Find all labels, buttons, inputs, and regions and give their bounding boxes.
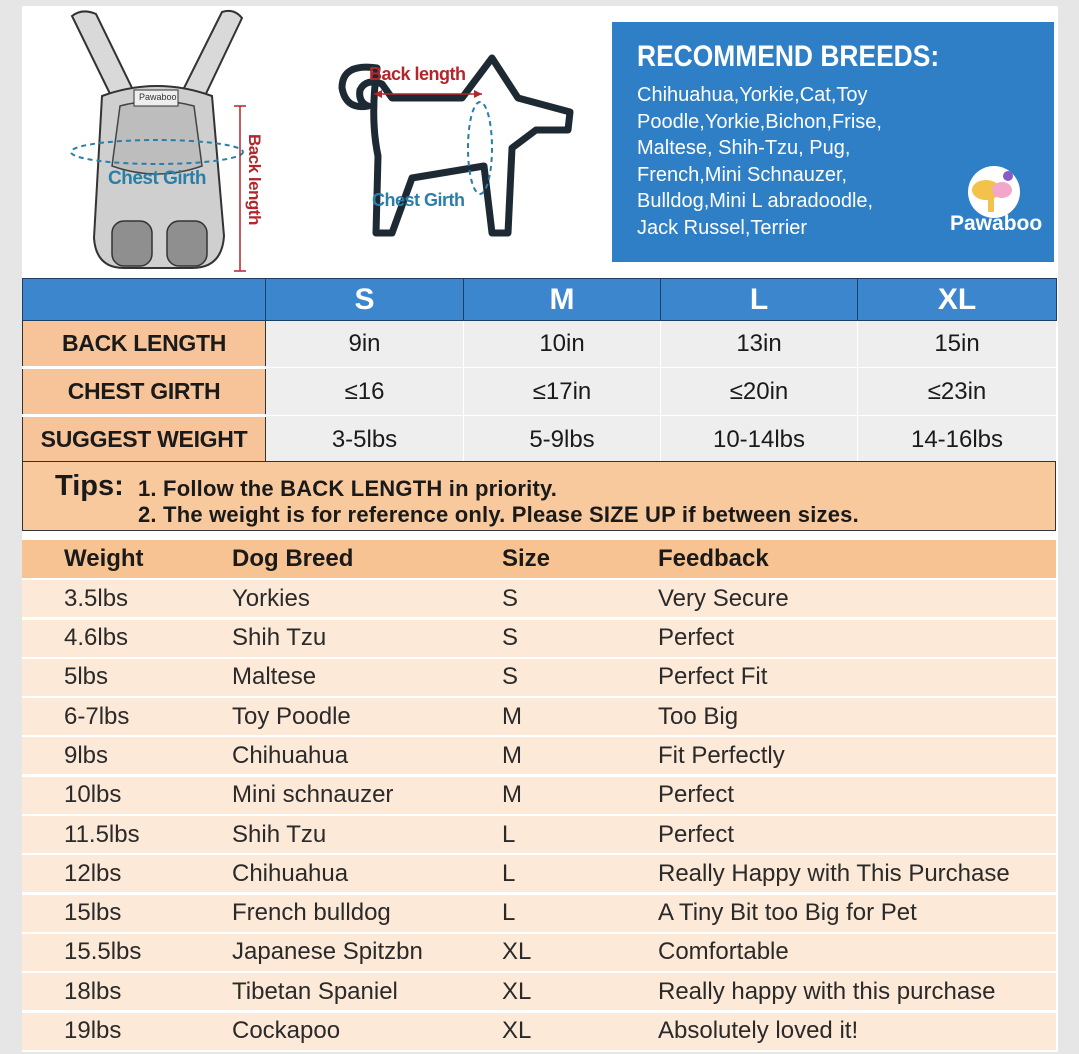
feedback-breed-cell: Japanese Spitzbn bbox=[232, 938, 423, 966]
feedback-size-cell: L bbox=[502, 899, 516, 927]
size-cell: 10in bbox=[464, 321, 661, 368]
pawaboo-logo-text: Pawaboo bbox=[950, 212, 1043, 235]
breeds-line: French,Mini Schnauzer, bbox=[637, 163, 848, 186]
size-cell: 15in bbox=[858, 321, 1057, 368]
illustration-area bbox=[22, 6, 1058, 278]
feedback-header-size: Size bbox=[502, 545, 551, 572]
size-chart-table bbox=[22, 278, 1057, 465]
table-row bbox=[22, 1013, 1056, 1050]
size-column-header: S bbox=[266, 279, 464, 321]
feedback-comment-cell: Perfect bbox=[658, 781, 735, 809]
feedback-comment-cell: A Tiny Bit too Big for Pet bbox=[658, 899, 917, 927]
feedback-breed-cell: Chihuahua bbox=[232, 859, 349, 887]
breeds-line: Bulldog,Mini L abradoodle, bbox=[637, 190, 874, 212]
table-row bbox=[22, 855, 1056, 892]
breeds-line: Jack Russel,Terrier bbox=[637, 216, 808, 239]
feedback-header-weight: Weight bbox=[64, 545, 144, 572]
feedback-weight-cell: 11.5lbs bbox=[64, 820, 140, 848]
breeds-line: Poodle,Yorkie,Bichon,Frise, bbox=[637, 110, 882, 133]
size-chart-row-chest-girth bbox=[23, 368, 1057, 416]
feedback-weight-cell: 12lbs bbox=[64, 859, 122, 887]
table-row bbox=[22, 973, 1056, 1010]
feedback-header-feedback: Feedback bbox=[658, 545, 769, 572]
feedback-comment-cell: Really Happy with This Purchase bbox=[658, 859, 1010, 887]
recommended-breeds-list bbox=[637, 82, 947, 241]
size-row-label: CHEST GIRTH bbox=[23, 368, 266, 416]
size-cell: ≤16 bbox=[266, 368, 464, 416]
feedback-weight-cell: 15.5lbs bbox=[64, 938, 142, 966]
size-chart-header-row bbox=[23, 279, 1057, 321]
feedback-weight-cell: 15lbs bbox=[64, 899, 122, 927]
feedback-comment-cell: Too Big bbox=[658, 702, 739, 730]
size-column-header: M bbox=[464, 279, 661, 321]
feedback-comment-cell: Really happy with this purchase bbox=[658, 977, 996, 1005]
feedback-header-row bbox=[22, 540, 1056, 578]
table-row bbox=[22, 777, 1056, 814]
tip-line-1: 1. Follow the BACK LENGTH in priority. bbox=[138, 476, 558, 501]
size-row-label: BACK LENGTH bbox=[23, 321, 266, 368]
table-row bbox=[22, 737, 1056, 774]
size-column-header: XL bbox=[858, 279, 1057, 321]
feedback-comment-cell: Very Secure bbox=[658, 584, 789, 612]
feedback-breed-cell: French bulldog bbox=[232, 899, 391, 927]
recommended-breeds-title: RECOMMEND BREEDS: bbox=[637, 40, 940, 73]
feedback-size-cell: S bbox=[502, 624, 519, 652]
tip-line-2: 2. The weight is for reference only. Please SIZE UP if between sizes. bbox=[138, 502, 859, 527]
breeds-line: Chihuahua,Yorkie,Cat,Toy bbox=[637, 84, 868, 106]
customer-feedback-table bbox=[22, 540, 1056, 1050]
feedback-header-breed: Dog Breed bbox=[232, 545, 354, 572]
feedback-breed-cell: Mini schnauzer bbox=[232, 781, 394, 809]
table-row bbox=[22, 698, 1056, 735]
tips-label: Tips: bbox=[55, 470, 124, 502]
feedback-comment-cell: Perfect bbox=[658, 820, 735, 848]
size-chart-corner bbox=[23, 279, 266, 321]
table-row bbox=[22, 659, 1056, 696]
feedback-size-cell: M bbox=[502, 741, 522, 769]
size-guide-sheet bbox=[22, 6, 1058, 1052]
feedback-rows bbox=[22, 580, 1056, 1049]
feedback-breed-cell: Maltese bbox=[232, 663, 317, 691]
feedback-breed-cell: Yorkies bbox=[232, 584, 310, 612]
feedback-comment-cell: Absolutely loved it! bbox=[658, 1017, 859, 1045]
feedback-comment-cell: Perfect Fit bbox=[658, 663, 768, 691]
feedback-weight-cell: 9lbs bbox=[64, 741, 109, 769]
pawaboo-logo-icon bbox=[940, 162, 1043, 252]
size-column-header: L bbox=[661, 279, 858, 321]
size-cell: ≤23in bbox=[858, 368, 1057, 416]
size-chart-row-suggest-weight bbox=[23, 416, 1057, 464]
feedback-comment-cell: Perfect bbox=[658, 624, 735, 652]
tips-box bbox=[22, 461, 1056, 531]
feedback-breed-cell: Tibetan Spaniel bbox=[232, 977, 398, 1005]
feedback-comment-cell: Comfortable bbox=[658, 938, 789, 966]
size-cell: 13in bbox=[661, 321, 858, 368]
size-cell: 9in bbox=[266, 321, 464, 368]
feedback-size-cell: L bbox=[502, 859, 516, 887]
size-cell: 14-16lbs bbox=[858, 416, 1057, 464]
recommended-breeds-panel bbox=[612, 22, 1054, 262]
table-row bbox=[22, 895, 1056, 932]
feedback-weight-cell: 19lbs bbox=[64, 1017, 122, 1045]
feedback-size-cell: XL bbox=[502, 1017, 532, 1045]
table-row bbox=[22, 620, 1056, 657]
feedback-size-cell: M bbox=[502, 702, 522, 730]
feedback-weight-cell: 4.6lbs bbox=[64, 624, 129, 652]
size-cell: 3-5lbs bbox=[266, 416, 464, 464]
feedback-comment-cell: Fit Perfectly bbox=[658, 741, 785, 769]
size-cell: ≤20in bbox=[661, 368, 858, 416]
breeds-line: Maltese, Shih-Tzu, Pug, bbox=[637, 137, 851, 159]
carrier-back-length-label: Back length bbox=[245, 134, 264, 225]
feedback-size-cell: XL bbox=[502, 977, 532, 1005]
feedback-weight-cell: 18lbs bbox=[64, 977, 122, 1005]
feedback-breed-cell: Shih Tzu bbox=[232, 624, 327, 652]
table-row bbox=[22, 816, 1056, 853]
carrier-chest-girth-label: Chest Girth bbox=[108, 168, 206, 189]
table-row bbox=[22, 580, 1056, 617]
feedback-breed-cell: Toy Poodle bbox=[232, 702, 351, 730]
feedback-size-cell: XL bbox=[502, 938, 532, 966]
carrier-brand-tag: Pawaboo bbox=[139, 92, 177, 102]
feedback-breed-cell: Shih Tzu bbox=[232, 820, 327, 848]
feedback-breed-cell: Cockapoo bbox=[232, 1017, 341, 1045]
feedback-size-cell: L bbox=[502, 820, 516, 848]
table-row bbox=[22, 934, 1056, 971]
size-cell: 5-9lbs bbox=[464, 416, 661, 464]
feedback-size-cell: S bbox=[502, 663, 519, 691]
feedback-weight-cell: 5lbs bbox=[64, 663, 109, 691]
feedback-size-cell: S bbox=[502, 584, 519, 612]
feedback-size-cell: M bbox=[502, 781, 522, 809]
feedback-breed-cell: Chihuahua bbox=[232, 741, 349, 769]
size-cell: 10-14lbs bbox=[661, 416, 858, 464]
size-row-label: SUGGEST WEIGHT bbox=[23, 416, 266, 464]
dog-chest-girth-label: Chest Girth bbox=[372, 190, 465, 210]
dog-back-length-label: Back length bbox=[369, 64, 466, 84]
feedback-weight-cell: 3.5lbs bbox=[64, 584, 129, 612]
feedback-weight-cell: 10lbs bbox=[64, 781, 122, 809]
feedback-weight-cell: 6-7lbs bbox=[64, 702, 130, 730]
size-cell: ≤17in bbox=[464, 368, 661, 416]
size-chart-row-back-length bbox=[23, 321, 1057, 368]
